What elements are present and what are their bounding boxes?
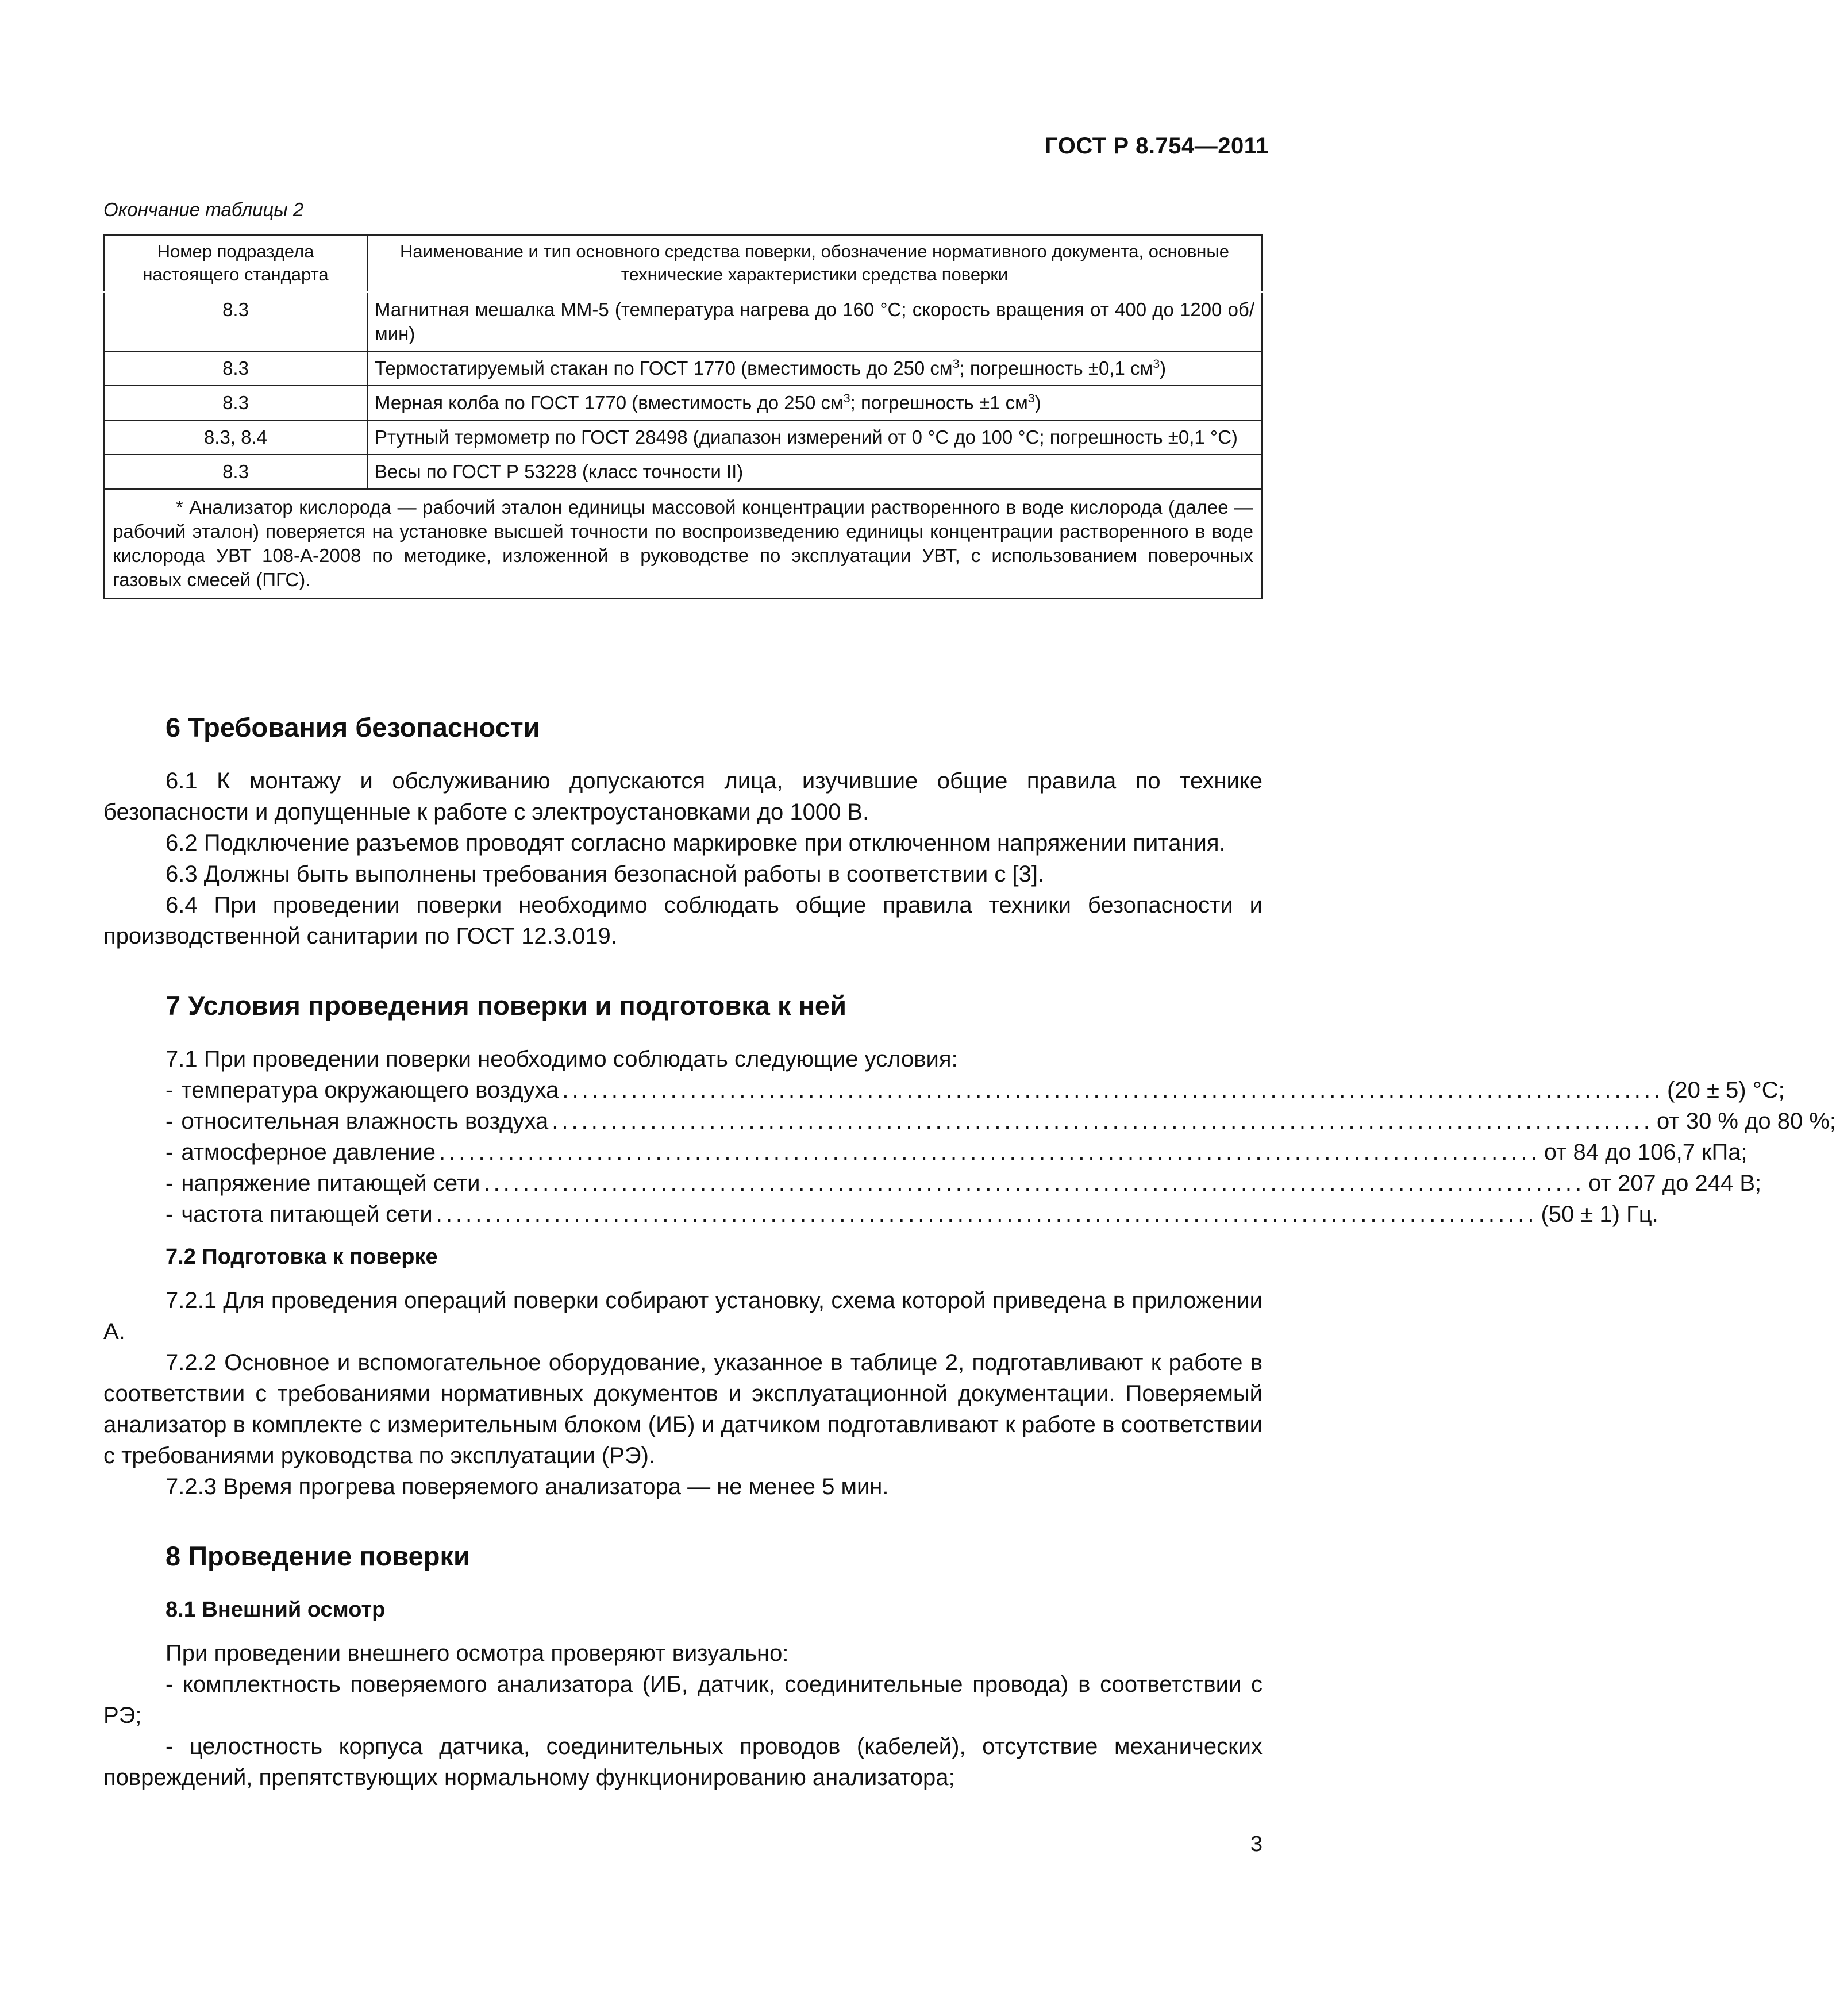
condition-label: температура окружающего воздуха xyxy=(181,1078,559,1103)
list-item: - целостность корпуса датчика, соединительных проводов (кабелей), отсутствие механических повреждений, препятствующих нормальному функционированию анализатора; xyxy=(103,1734,1263,1790)
cell-equipment xyxy=(367,351,1262,386)
subsection-heading-inspection: 8.1 Внешний осмотр xyxy=(165,1598,386,1622)
paragraph: 7.1 При проведении поверки необходимо соблюдать следующие условия: xyxy=(165,1047,958,1072)
paragraph: При проведении внешнего осмотра проверяют визуально: xyxy=(165,1641,789,1666)
condition-label: частота питающей сети xyxy=(181,1202,433,1227)
footnote-text: * Анализатор кислорода — рабочий эталон единицы массовой концентрации растворенного в воде кислорода (далее — рабочий эталон) поверяется на установке высшей точности по воспроизведению единицы концентрации растворенного в воде кислорода УВТ 108-А-2008 по методике, изложенной в руководстве по эксплуатации УВТ, с использованием поверочных газовых смесей (ПГС). xyxy=(113,497,1253,590)
list-item: - комплектность поверяемого анализатора (ИБ, датчик, соединительные провода) в соответствии с РЭ; xyxy=(103,1672,1263,1728)
paragraph: 7.2.1 Для проведения операций поверки собирают установку, схема которой приведена в приложении А. xyxy=(103,1288,1263,1344)
condition-item xyxy=(165,1137,1748,1168)
condition-value: от 30 % до 80 %; xyxy=(1656,1109,1836,1134)
cell-text: ) xyxy=(1034,392,1041,413)
condition-label: напряжение питающей сети xyxy=(181,1171,480,1196)
cell-text: ; погрешность ±1 см xyxy=(850,392,1028,413)
cell-equipment: Весы по ГОСТ Р 53228 (класс точности II) xyxy=(367,455,1262,489)
condition-label: относительная влажность воздуха xyxy=(181,1109,549,1134)
verification-equipment-table xyxy=(103,234,1263,599)
table-row xyxy=(104,420,1262,455)
cell-equipment: Магнитная мешалка ММ-5 (температура нагрева до 160 °С; скорость вращения от 400 до 1200 об/мин) xyxy=(367,292,1262,351)
superscript: 3 xyxy=(952,357,960,371)
table-continuation-label: Окончание таблицы 2 xyxy=(103,199,304,220)
superscript: 3 xyxy=(1153,357,1160,371)
cell-equipment xyxy=(367,386,1262,420)
table-row xyxy=(104,455,1262,489)
spacer xyxy=(103,1502,1263,1539)
table-footnote-row xyxy=(104,489,1262,598)
cell-subsection: 8.3 xyxy=(104,386,367,420)
column-header-equipment: Наименование и тип основного средства поверки, обозначение нормативного документа, основные технические характеристики средства поверки xyxy=(367,235,1262,292)
cell-subsection: 8.3 xyxy=(104,351,367,386)
condition-item xyxy=(165,1075,1785,1106)
cell-subsection: 8.3 xyxy=(104,292,367,351)
column-header-subsection: Номер подраздела настоящего стандарта xyxy=(104,235,367,292)
paragraph: 7.2.3 Время прогрева поверяемого анализатора — не менее 5 мин. xyxy=(165,1474,889,1499)
spacer xyxy=(103,1230,1263,1241)
cell-text: ; погрешность ±0,1 см xyxy=(959,357,1153,379)
leader-dots: ................................................................................................................ xyxy=(436,1202,1538,1227)
table-header-row xyxy=(104,235,1262,292)
leader-dots: ................................................................................................................ xyxy=(483,1171,1585,1196)
paragraph: 6.1 К монтажу и обслуживанию допускаются лица, изучившие общие правила по технике безопасности и допущенные к работе с электроустановками до 1000 В. xyxy=(103,768,1263,825)
cell-text: ) xyxy=(1160,357,1167,379)
page-number: 3 xyxy=(1250,1832,1263,1856)
cell-equipment: Ртутный термометр по ГОСТ 28498 (диапазон измерений от 0 °С до 100 °С; погрешность ±0,1 °С) xyxy=(367,420,1262,455)
section-heading-verification: 8 Проведение поверки xyxy=(165,1541,470,1571)
list-dash: - xyxy=(165,1202,174,1227)
paragraph: 6.3 Должны быть выполнены требования безопасной работы в соответствии с [3]. xyxy=(165,861,1045,887)
list-dash: - xyxy=(165,1109,174,1134)
section-heading-safety: 6 Требования безопасности xyxy=(165,712,540,742)
condition-item xyxy=(165,1199,1658,1230)
condition-label: атмосферное давление xyxy=(181,1140,436,1165)
cell-text: Мерная колба по ГОСТ 1770 (вместимость до 250 см xyxy=(375,392,844,413)
table-row xyxy=(104,351,1262,386)
table-row xyxy=(104,292,1262,351)
document-body xyxy=(103,710,1836,1793)
paragraph: 6.2 Подключение разъемов проводят согласно маркировке при отключенном напряжении питания. xyxy=(165,830,1226,856)
cell-text: Термостатируемый стакан по ГОСТ 1770 (вместимость до 250 см xyxy=(375,357,953,379)
table-footnote xyxy=(104,489,1262,598)
list-dash: - xyxy=(165,1078,174,1103)
leader-dots: ................................................................................................................ xyxy=(562,1078,1664,1103)
leader-dots: ................................................................................................................ xyxy=(439,1140,1541,1165)
table-row xyxy=(104,386,1262,420)
condition-value: от 84 до 106,7 кПа; xyxy=(1544,1140,1748,1165)
subsection-heading-preparation: 7.2 Подготовка к поверке xyxy=(165,1245,438,1269)
section-heading-conditions: 7 Условия проведения поверки и подготовка к ней xyxy=(165,990,846,1021)
condition-item xyxy=(165,1168,1762,1199)
list-dash: - xyxy=(165,1171,174,1196)
condition-value: (50 ± 1) Гц. xyxy=(1541,1202,1658,1227)
cell-subsection: 8.3, 8.4 xyxy=(104,420,367,455)
spacer xyxy=(103,952,1263,988)
document-id: ГОСТ Р 8.754—2011 xyxy=(1045,133,1269,159)
paragraph: 6.4 При проведении поверки необходимо соблюдать общие правила техники безопасности и производственной санитарии по ГОСТ 12.3.019. xyxy=(103,892,1263,949)
cell-subsection: 8.3 xyxy=(104,455,367,489)
superscript: 3 xyxy=(843,391,850,405)
condition-value: (20 ± 5) °С; xyxy=(1667,1078,1785,1103)
condition-value: от 207 до 244 В; xyxy=(1588,1171,1762,1196)
leader-dots: ................................................................................................................ xyxy=(552,1109,1653,1134)
superscript: 3 xyxy=(1027,391,1035,405)
paragraph: 7.2.2 Основное и вспомогательное оборудование, указанное в таблице 2, подготавливают к работе в соответствии с требованиями нормативных документов и эксплуатационной документации. Поверяемый анализатор в комплекте с измерительным блоком (ИБ) и датчиком подготавливают к работе в соответствии с требованиями руководства по эксплуатации (РЭ). xyxy=(103,1350,1263,1468)
condition-item xyxy=(165,1106,1836,1137)
list-dash: - xyxy=(165,1140,174,1165)
